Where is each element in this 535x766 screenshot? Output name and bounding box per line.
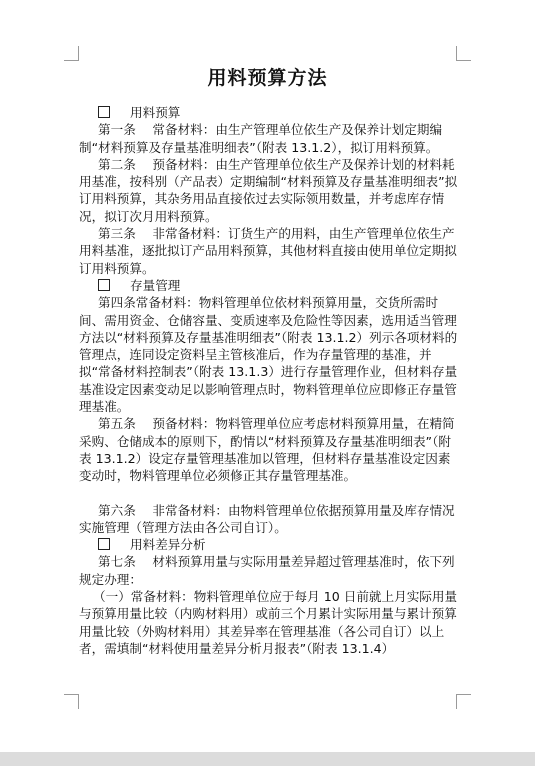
section-heading-budget: [79, 104, 461, 121]
document-body: [79, 104, 461, 657]
section-heading-label: 存量管理: [130, 277, 181, 293]
crop-mark-top-left: [64, 46, 79, 61]
checkbox-icon: [98, 279, 110, 291]
section-heading-variance: [79, 536, 461, 553]
section-heading-label: 用料差异分析: [130, 537, 206, 553]
article-5: 第五条 预备材料：物料管理单位应考虑材料预算用量，在精简采购、仓储成本的原则下，酌情以“材料预算及存量基准明细表”（附表 13.1.2）设定存量管理基准加以管理，但材料存量基准设定因素变动时，物料管理单位必须修正其存量管理基准。: [79, 416, 455, 484]
article-6: 第六条 非常备材料：由物料管理单位依据预算用量及库存情况实施管理（管理方法由各公司自订）。: [79, 502, 455, 535]
clause-1: （一）常备材料：物料管理单位应于每月 10 日前就上月实际用量与预算用量比较（内购材料用）或前三个月累计实际用量与累计预算用量比较（外购材料用）其差异率在管理基准（各公司自订）以上者，需填制“材料使用量差异分析月报表”（附表 13.1.4）: [79, 589, 458, 656]
crop-mark-top-right: [456, 46, 471, 61]
section-heading-stock: [79, 277, 461, 294]
article-1: 第一条 常备材料：由生产管理单位依生产及保养计划定期编制“材料预算及存量基准明细表”（附表 13.1.2），拟订用料预算。: [79, 122, 443, 155]
section-heading-label: 用料预算: [130, 105, 181, 120]
crop-mark-bottom-left: [64, 694, 79, 709]
checkbox-icon: [98, 106, 110, 118]
checkbox-icon: [98, 538, 110, 550]
page-bottom-edge: [0, 752, 535, 766]
article-3: 第三条 非常备材料：订货生产的用料，由生产管理单位依生产用料基准，逐批拟订产品用料预算，其他材料直接由使用单位定期拟订用料预算。: [79, 226, 457, 276]
article-7: 第七条 材料预算用量与实际用量差异超过管理基准时，依下列规定办理：: [79, 554, 455, 587]
crop-mark-bottom-right: [456, 694, 471, 709]
blank-line: [79, 485, 461, 502]
article-4: 第四条常备材料：物料管理单位依材料预算用量，交货所需时间、需用资金、仓储容量、变质速率及危险性等因素，选用适当管理方法以“材料预算及存量基准明细表”（附表 13.1.2）列示各项材料的管理点，连同设定资料呈主管核准后，作为存量管理的基准，并拟“常备材料控制表”（附表 13.1.3）进行存量管理作业，但材料存量基准设定因素变动足以影响管理点时，物料管理单位应即修正存量管理基准。: [79, 295, 458, 415]
article-2: 第二条 预备材料：由生产管理单位依生产及保养计划的材料耗用基准，按科别（产品表）定期编制“材料预算及存量基准明细表”拟订用料预算，其杂务用品直接依过去实际领用数量，并考虑库存情况，拟订次月用料预算。: [79, 156, 458, 224]
document-title: 用料预算方法: [207, 67, 328, 89]
